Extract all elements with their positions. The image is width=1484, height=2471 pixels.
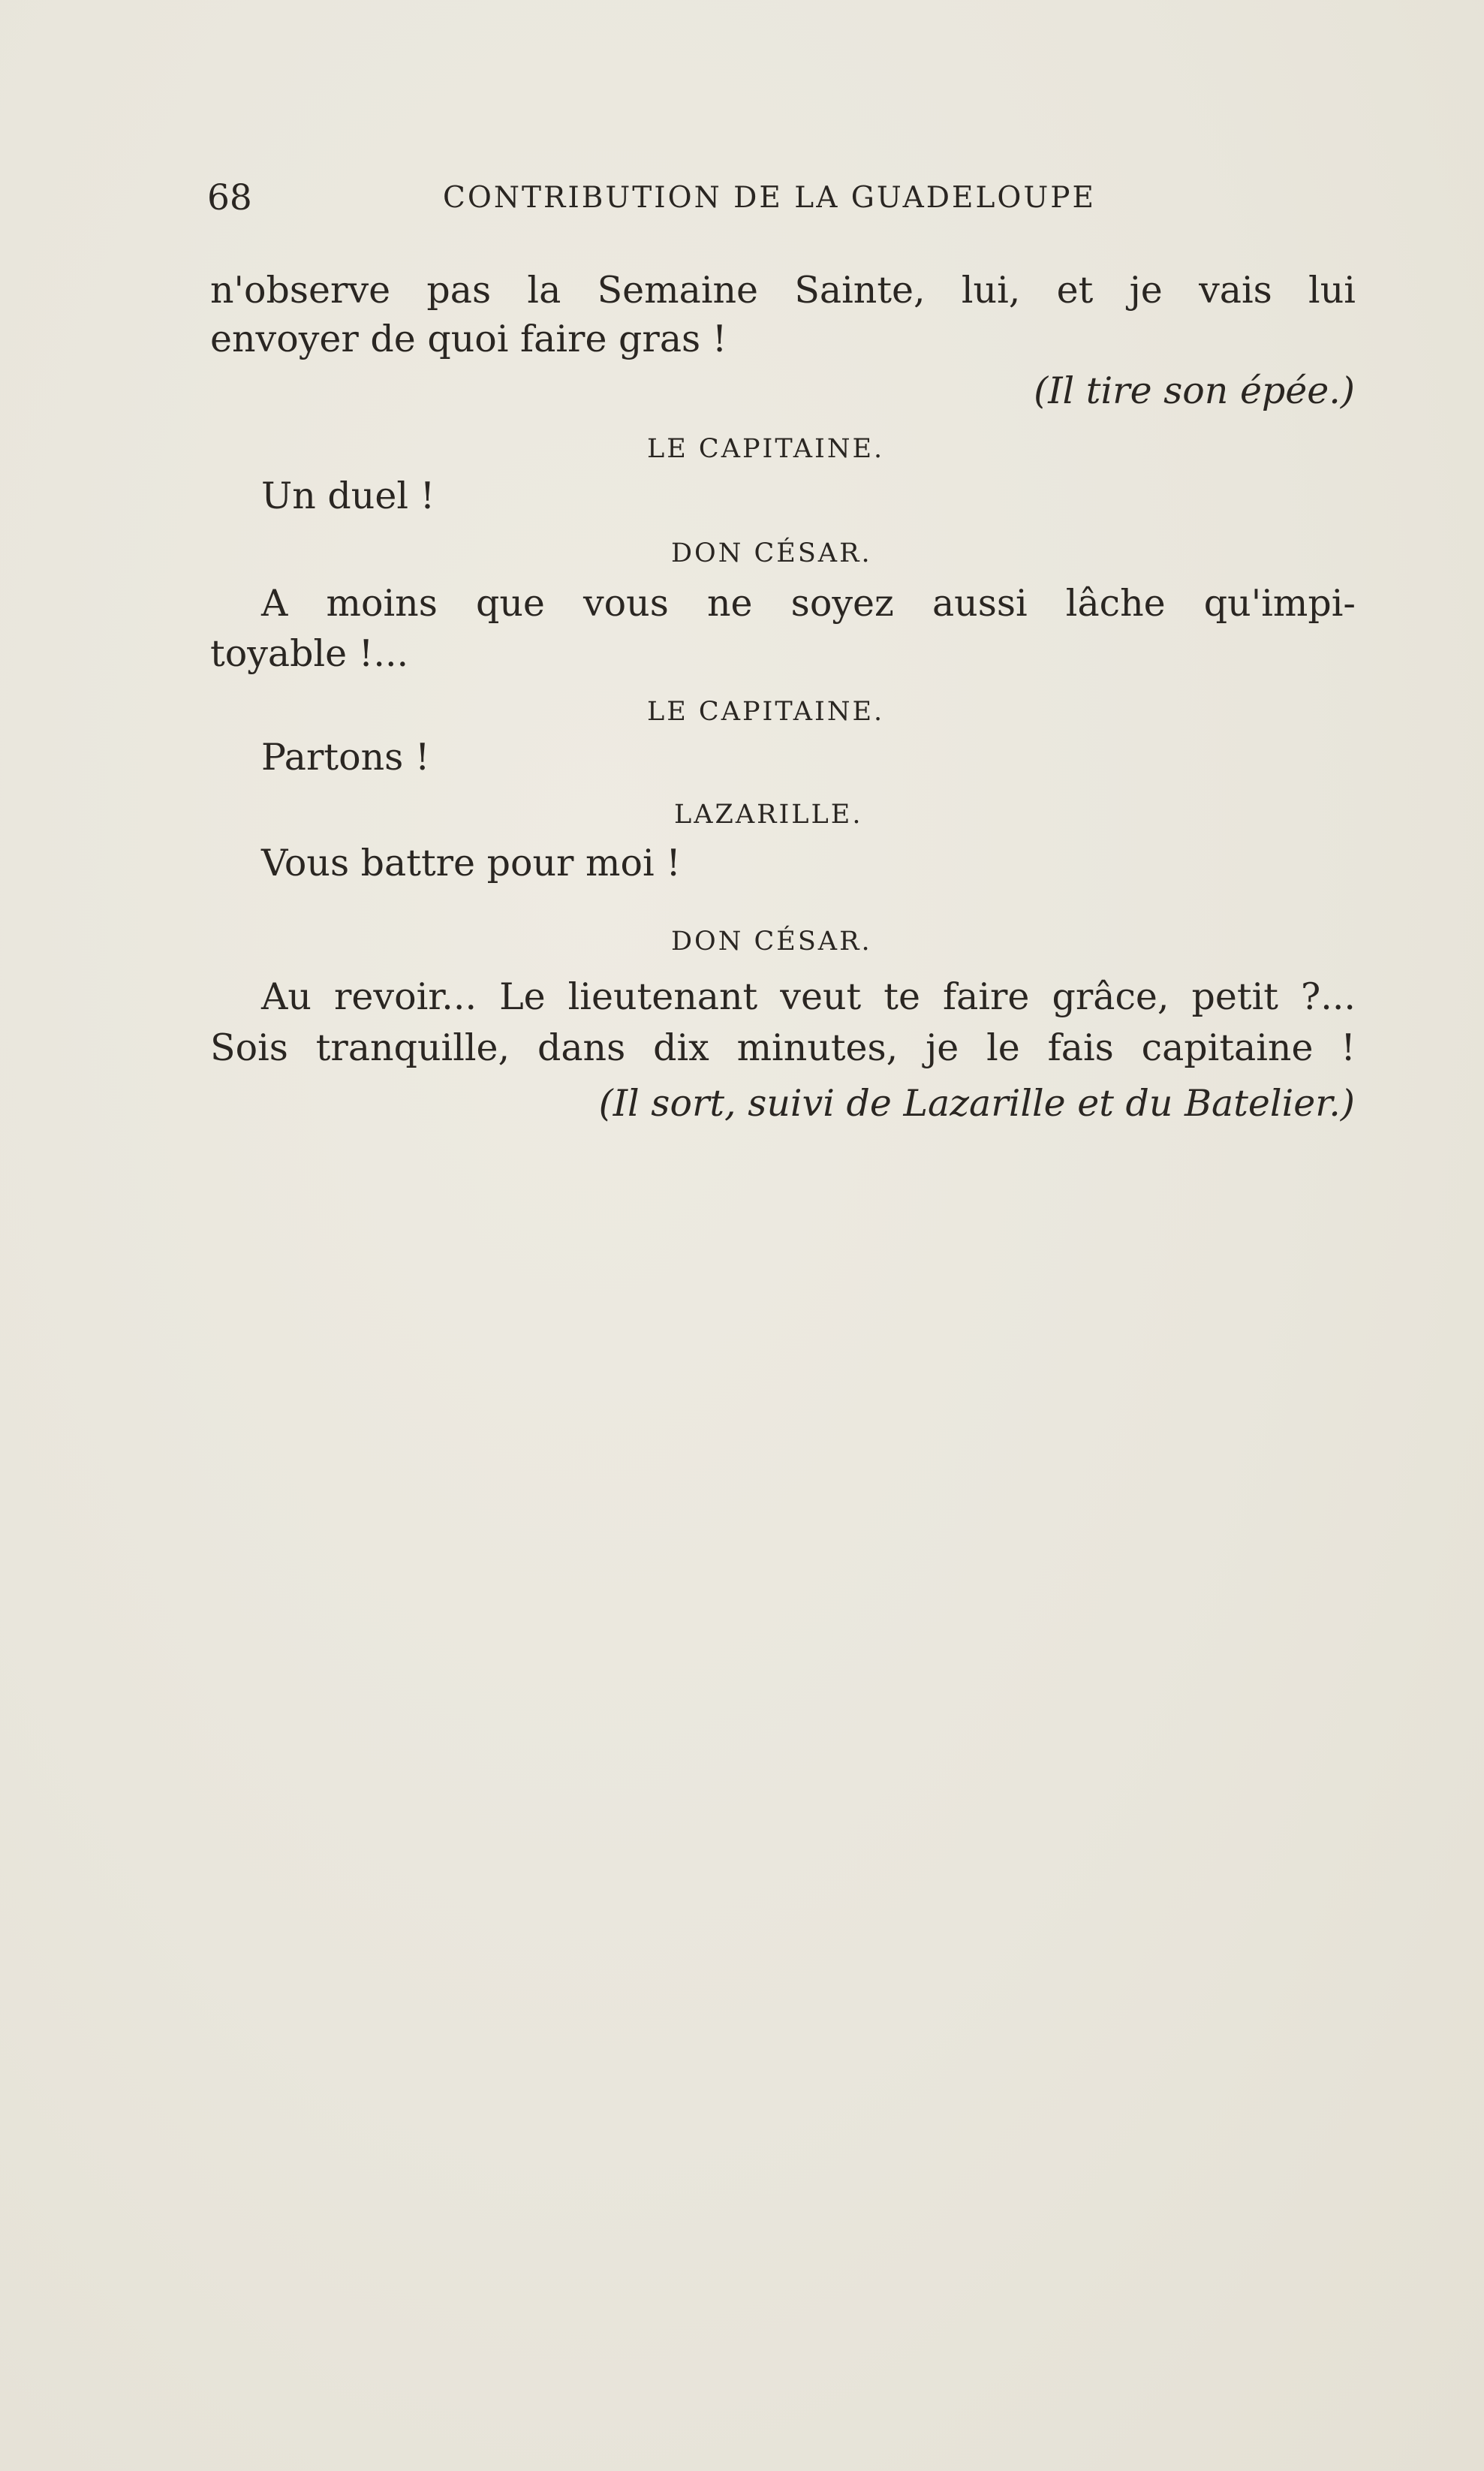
- word: lieutenant: [567, 975, 758, 1018]
- word: que: [475, 582, 545, 625]
- word: la: [527, 269, 561, 312]
- text-line-2: envoyer de quoi faire gras !: [210, 318, 727, 360]
- word: lui: [1308, 269, 1356, 312]
- text-line-1: [210, 269, 1356, 312]
- word: ne: [707, 582, 753, 625]
- speaker-name: LAZARILLE.: [674, 800, 863, 830]
- stage-direction-2: (Il sort, suivi de Lazarille et du Batelier.): [598, 1082, 1355, 1125]
- word: petit: [1191, 975, 1278, 1018]
- text-line-8: [261, 975, 1356, 1018]
- running-title: CONTRIBUTION DE LA GUADELOUPE: [443, 181, 1096, 215]
- word: faire: [942, 975, 1030, 1018]
- word: Le: [499, 975, 546, 1018]
- word: Sois: [210, 1026, 288, 1069]
- word: lâche: [1065, 582, 1166, 625]
- word: dix: [653, 1026, 709, 1069]
- word: te: [883, 975, 920, 1018]
- word: minutes,: [736, 1026, 899, 1069]
- speaker-name: DON CÉSAR.: [671, 538, 872, 568]
- text-line-9: [210, 1026, 1356, 1069]
- word: grâce,: [1052, 975, 1169, 1018]
- word: fais: [1047, 1026, 1114, 1069]
- word: capitaine: [1141, 1026, 1314, 1069]
- word: le: [986, 1026, 1020, 1069]
- text-line-5: toyable !...: [210, 632, 409, 675]
- text-line-3: Un duel !: [261, 475, 435, 517]
- word: A: [261, 582, 288, 625]
- word: vous: [583, 582, 669, 625]
- word: ?...: [1300, 975, 1356, 1018]
- word: soyez: [790, 582, 894, 625]
- word: moins: [326, 582, 438, 625]
- word: Au: [261, 975, 312, 1018]
- stage-direction-1: (Il tire son épée.): [1034, 369, 1355, 412]
- text-line-7: Vous battre pour moi !: [261, 842, 681, 884]
- word: lui,: [961, 269, 1021, 312]
- word: Sainte,: [794, 269, 926, 312]
- word: vais: [1199, 269, 1272, 312]
- text-line-6: Partons !: [261, 736, 430, 779]
- word: !: [1341, 1026, 1356, 1069]
- word: je: [1129, 269, 1163, 312]
- word: veut: [780, 975, 862, 1018]
- speaker-name: LE CAPITAINE.: [647, 697, 885, 727]
- speaker-name: LE CAPITAINE.: [647, 434, 885, 464]
- word: pas: [426, 269, 492, 312]
- page-number: 68: [207, 177, 252, 218]
- word: dans: [537, 1026, 626, 1069]
- word: tranquille,: [315, 1026, 510, 1069]
- word: et: [1056, 269, 1094, 312]
- word: je: [926, 1026, 959, 1069]
- word: revoir...: [333, 975, 477, 1018]
- speaker-name: DON CÉSAR.: [671, 927, 872, 957]
- word: n'observe: [210, 269, 391, 312]
- word: Semaine: [597, 269, 759, 312]
- text-line-4: [261, 582, 1356, 625]
- word: aussi: [932, 582, 1028, 625]
- word: qu'impi-: [1203, 582, 1356, 625]
